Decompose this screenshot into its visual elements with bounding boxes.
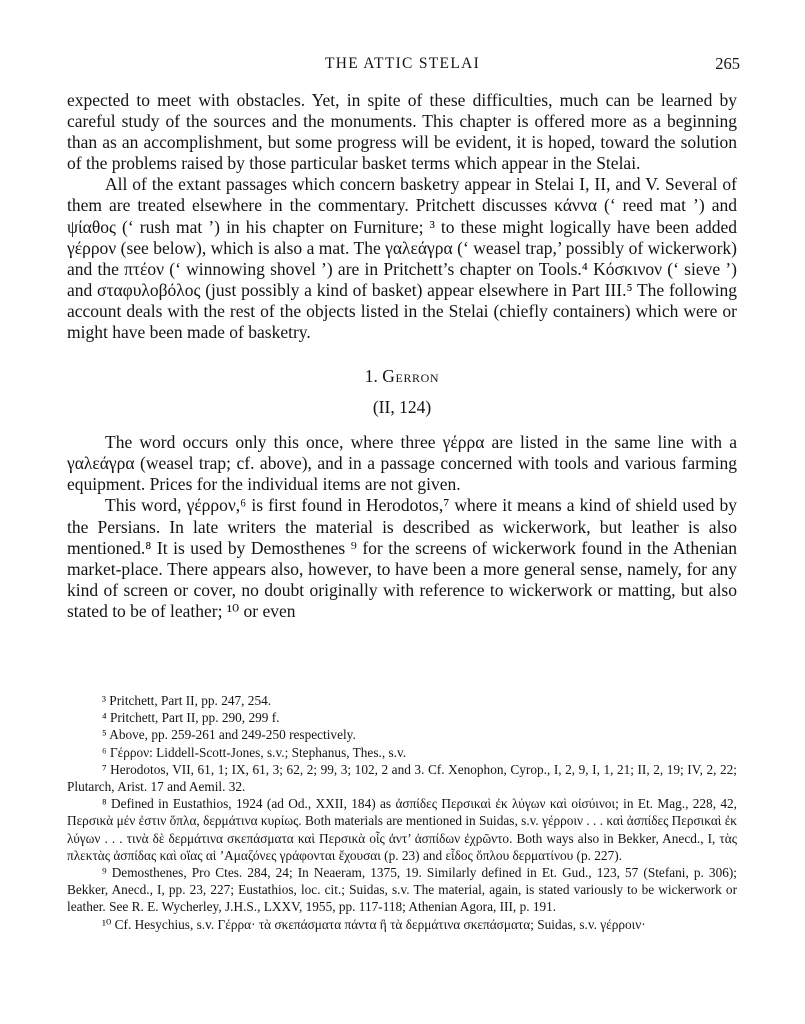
section-reference: (II, 124) <box>372 397 432 418</box>
footnote-8: ⁸ Defined in Eustathios, 1924 (ad Od., XXII, 184) as ἀσπίδες Περσικαὶ ἐκ λύγων καὶ οἰσύινοι; in Et. Mag., 228, 42, Περσικὰ μέν ἐστιν ὅπλα, δερμάτινα κυρίως. Both materials are mentioned in Suidas, s.v. γέρροιν . . . καὶ ἀσπίδες Περσικαὶ ἐκ λύγων . . . τινὰ δὲ δερμάτινα σκεπάσματα καὶ Περσικὰ οἷς ἀντ’ ἀσπίδων ἐχρῶντο. Both ways also in Bekker, Anecd., I, τὰς πλεκτὰς ἀσπίδας καὶ οἵας αἱ ’Αμαζόνες γράφονται ἔχουσαι (p. 23) and εἶδος ὅπλου δερματίνου (p. 227). <box>67 796 737 863</box>
footnotes <box>67 692 737 933</box>
paragraph-1: expected to meet with obstacles. Yet, in spite of these difficulties, much can be learned by careful study of the sources and the monuments. This chapter is offered more as a beginning than as an accomplishment, but some progress will be evident, it is hoped, toward the solution of the problems raised by those particular basket terms which appear in the Stelai. <box>67 90 737 174</box>
paragraph-2: All of the extant passages which concern basketry appear in Stelai I, II, and V. Several of them are treated elsewhere in the commentary. Pritchett discusses κάννα (‘ reed mat ’) and ψίαθος (‘ rush mat ’) in his chapter on Furniture; ³ to these might logically have been added γέρρον (see below), which is also a mat. The γαλεάγρα (‘ weasel trap,’ possibly of wickerwork) and the πτέον (‘ winnowing shovel ’) are in Pritchett’s chapter on Tools.⁴ Κόσκινον (‘ sieve ’) and σταφυλοβόλος (just possibly a kind of basket) appear elsewhere in Part III.⁵ The following account deals with the rest of the objects listed in the Stelai (chiefly containers) which were or might have been made of basketry. <box>67 174 737 343</box>
footnote-7: ⁷ Herodotos, VII, 61, 1; IX, 61, 3; 62, 2; 99, 3; 102, 2 and 3. Cf. Xenophon, Cyrop., I, 2, 9, I, 1, 21; II, 2, 19; IV, 2, 22; Plutarch, Arist. 17 and Aemil. 32. <box>67 761 737 795</box>
running-head-title: THE ATTIC STELAI <box>324 55 481 72</box>
page-number: 265 <box>715 54 740 73</box>
paragraph-3: The word occurs only this once, where three γέρρα are listed in the same line with a γαλεάγρα (weasel trap; cf. above), and in a passage concerned with tools and various farming equipment. Prices for the individual items are not given. <box>67 432 737 495</box>
section-title: Gerron <box>382 366 440 387</box>
footnote-9: ⁹ Demosthenes, Pro Ctes. 284, 24; In Neaeram, 1375, 19. Similarly defined in Et. Gud., 123, 57 (Stefani, p. 306); Bekker, Anecd., I, pp. 23, 227; Eustathios, loc. cit.; Suidas, s.v. The material, again, is stated variously to be wickerwork or leather. See R. E. Wycherley, J.H.S., LXXV, 1955, pp. 117-118; Athenian Agora, III, p. 191. <box>67 865 737 915</box>
running-head <box>0 53 805 75</box>
footnote-5: ⁵ Above, pp. 259-261 and 249-250 respectively. <box>102 727 356 743</box>
footnote-4: ⁴ Pritchett, Part II, pp. 290, 299 f. <box>102 710 280 726</box>
footnote-6: ⁶ Γέρρον: Liddell-Scott-Jones, s.v.; Stephanus, Thes., s.v. <box>102 744 407 760</box>
footnote-10: ¹⁰ Cf. Hesychius, s.v. Γέρρα· τὰ σκεπάσματα πάντα ἢ τὰ δερμάτινα σκεπάσματα; Suidas, s.v. γέρροιν· <box>102 916 646 932</box>
section-number: 1. <box>364 366 378 387</box>
main-text <box>67 90 737 622</box>
footnote-3: ³ Pritchett, Part II, pp. 247, 254. <box>102 693 272 708</box>
paragraph-4: This word, γέρρον,⁶ is first found in Herodotos,⁷ where it means a kind of shield used by the Persians. In late writers the material is described as wickerwork, but leather is also mentioned.⁸ It is used by Demosthenes ⁹ for the screens of wickerwork found in the Athenian market-place. There appears also, however, to have been a more general sense, namely, for any kind of screen or cover, no doubt originally with reference to wickerwork or matting, but also stated to be of leather; ¹⁰ or even <box>67 495 737 621</box>
section-heading <box>67 365 737 387</box>
